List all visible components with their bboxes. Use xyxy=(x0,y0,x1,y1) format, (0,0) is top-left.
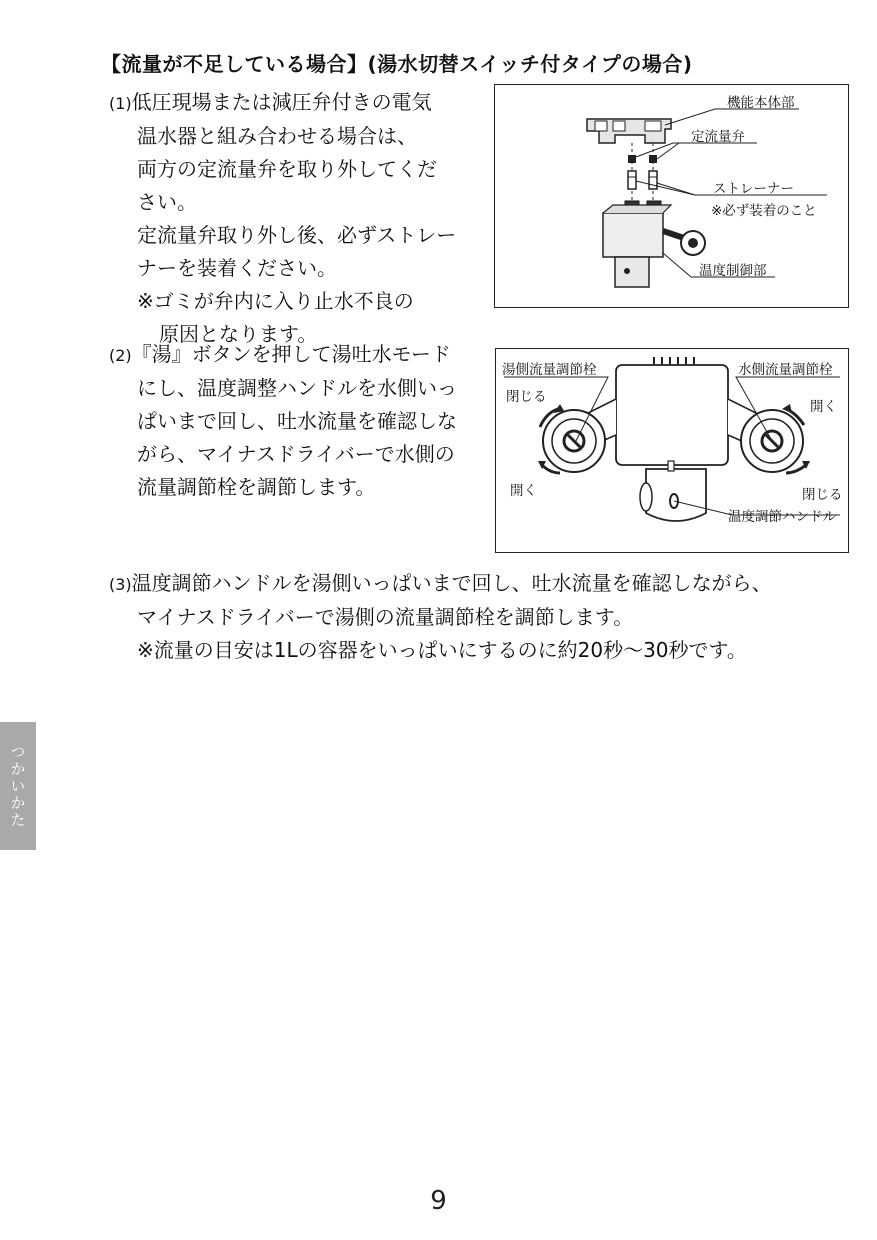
section-heading: 【流量が不足している場合】(湯水切替スイッチ付タイプの場合) xyxy=(101,52,693,76)
step-3 xyxy=(109,567,772,667)
page-number: 9 xyxy=(430,1186,447,1216)
label-temp-control: 温度制御部 xyxy=(699,263,767,279)
step-3-line-1: (3)温度調節ハンドルを湯側いっぱいまで回し、吐水流量を確認しながら、 xyxy=(109,571,772,595)
step-1 xyxy=(109,86,456,351)
step-1-number: (1) xyxy=(109,94,132,113)
label-flow-valve: 定流量弁 xyxy=(691,129,745,145)
label-close-right: 閉じる xyxy=(802,487,843,503)
label-strainer: ストレーナー xyxy=(713,181,794,197)
step-1-line-6: ナーを装着ください。 xyxy=(137,256,337,280)
step-1-note: ※ゴミが弁内に入り止水不良の xyxy=(137,289,414,313)
step-1-line-1: (1)低圧現場または減圧弁付きの電気 xyxy=(109,90,432,114)
step-3-line-2: マイナスドライバーで湯側の流量調節栓を調節します。 xyxy=(137,605,634,629)
step-1-line-2: 温水器と組み合わせる場合は、 xyxy=(137,124,417,148)
label-main-body: 機能本体部 xyxy=(727,95,795,111)
step-2-line-3: ぱいまで回し、吐水流量を確認しな xyxy=(137,409,457,433)
label-open-left: 開く xyxy=(510,483,537,499)
step-1-line-4: さい。 xyxy=(137,190,197,214)
label-strainer-note: ※必ず装着のこと xyxy=(711,203,817,219)
label-close-left: 閉じる xyxy=(506,389,547,405)
step-2 xyxy=(109,338,457,504)
label-open-right: 開く xyxy=(810,399,837,415)
step-2-line-1: (2)『湯』ボタンを押して湯吐水モード xyxy=(109,342,451,366)
step-2-number: (2) xyxy=(109,346,132,365)
step-3-line-3: ※流量の目安は1Lの容器をいっぱいにするのに約20秒～30秒です。 xyxy=(137,638,747,662)
step-2-line-2: にし、温度調整ハンドルを水側いっ xyxy=(137,376,457,400)
step-2-line-5: 流量調節栓を調節します。 xyxy=(137,475,376,499)
side-tab xyxy=(0,722,36,850)
label-cold-valve: 水側流量調節栓 xyxy=(738,362,833,378)
step-1-line-5: 定流量弁取り外し後、必ずストレー xyxy=(137,223,457,247)
figure-parts-diagram xyxy=(494,84,849,308)
step-1-line-3: 両方の定流量弁を取り外してくだ xyxy=(137,157,437,181)
step-2-line-4: がら、マイナスドライバーで水側の xyxy=(137,442,455,466)
figure-valve-diagram xyxy=(495,348,849,553)
side-tab-label: つかいかた xyxy=(8,743,27,829)
label-temp-handle: 温度調節ハンドル xyxy=(728,509,836,525)
label-hot-valve: 湯側流量調節栓 xyxy=(502,362,597,378)
step-3-number: (3) xyxy=(109,575,132,594)
parts-illustration xyxy=(495,85,847,306)
step-1-note-cont: 原因となります。 xyxy=(159,322,318,346)
